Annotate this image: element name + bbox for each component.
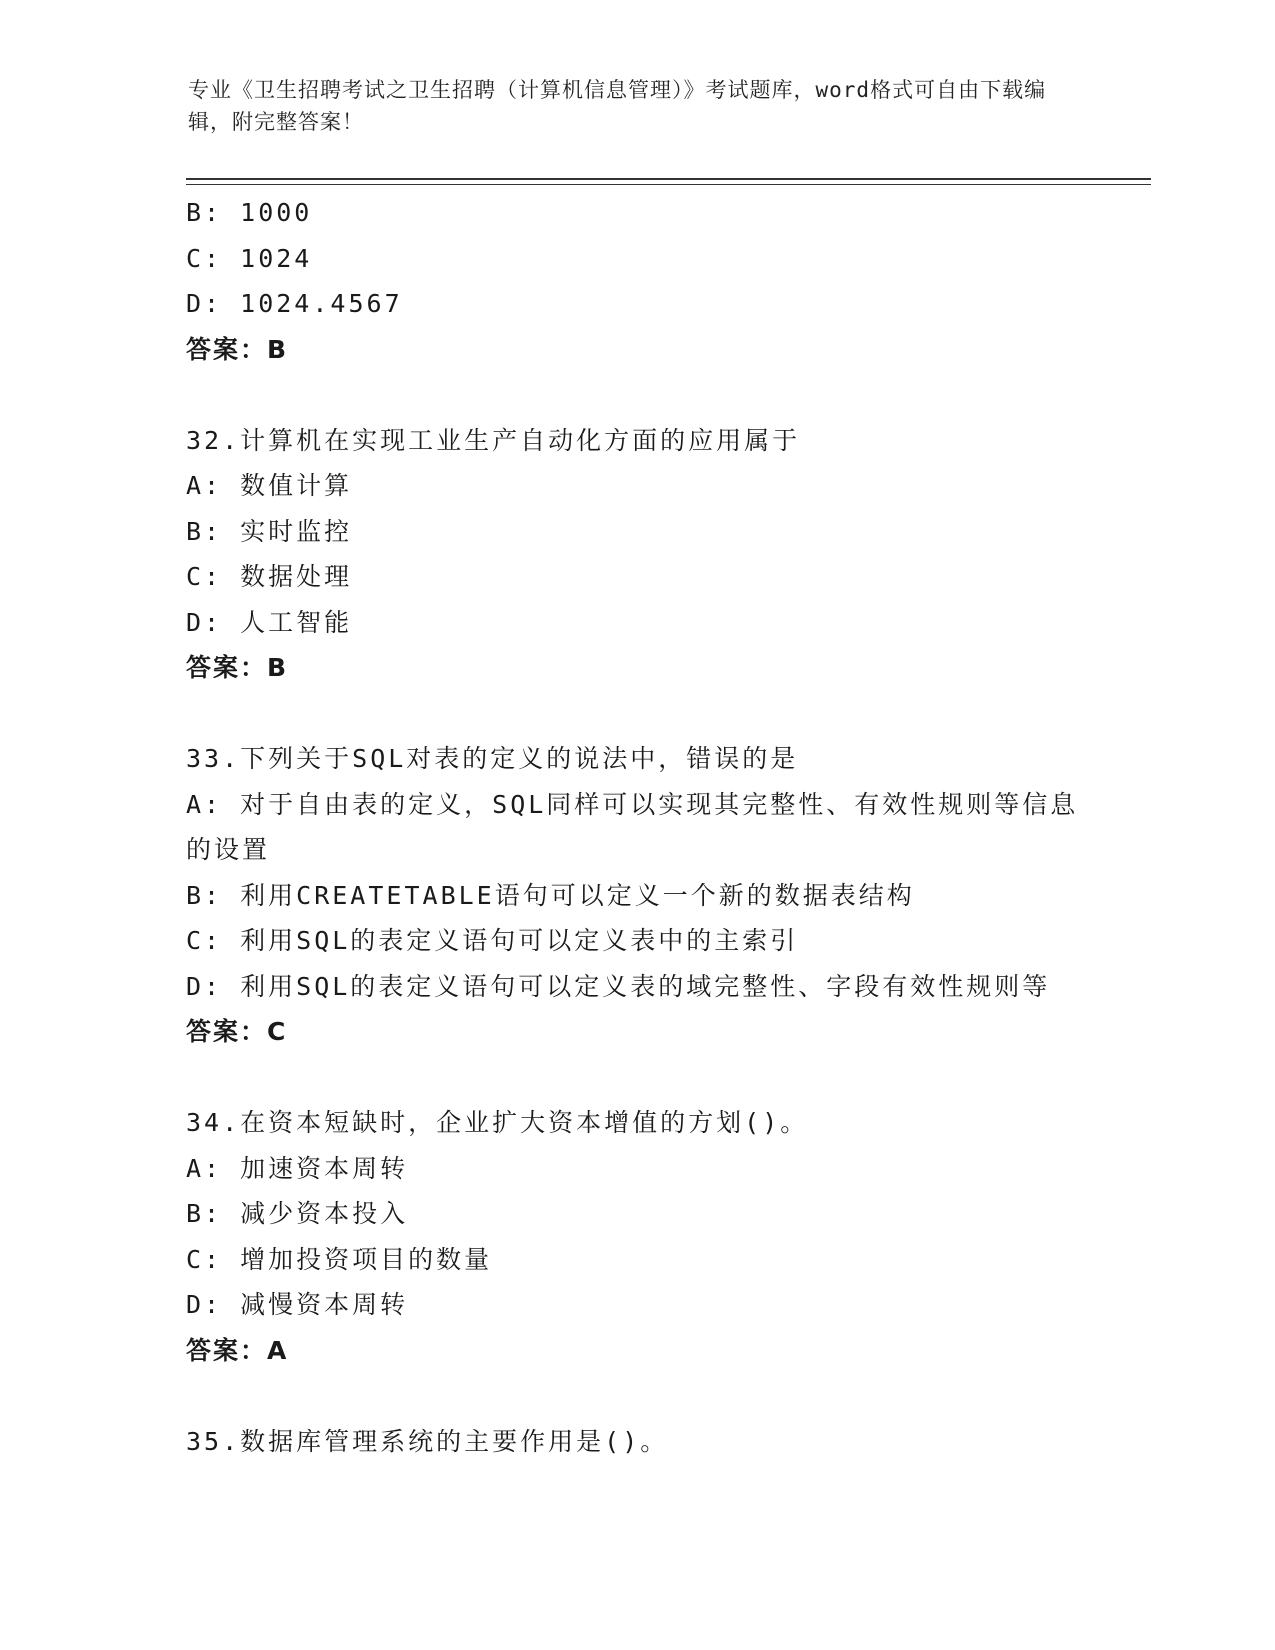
spacer: [186, 1373, 1086, 1419]
option-d: D: 利用SQL的表定义语句可以定义表的域完整性、字段有效性规则等: [186, 971, 1051, 1001]
question-text: 33.下列关于SQL对表的定义的说法中，错误的是: [186, 744, 799, 773]
option-c: C: 数据处理: [186, 562, 353, 591]
option-c: C: 增加投资项目的数量: [186, 1244, 493, 1274]
option-d: D: 人工智能: [186, 607, 353, 637]
answer-label: 答案：B: [186, 653, 289, 682]
option-b: B: 利用CREATETABLE语句可以定义一个新的数据表结构: [186, 880, 915, 910]
question-32: [186, 418, 1086, 691]
answer-label: 答案：A: [186, 1335, 289, 1365]
question-text: 34.在资本短缺时，企业扩大资本增值的方划()。: [186, 1108, 809, 1137]
spacer: [186, 1055, 1086, 1101]
question-31-tail: [186, 190, 1086, 372]
option-d: D: 减慢资本周转: [186, 1290, 409, 1319]
document-header: 专业《卫生招聘考试之卫生招聘（计算机信息管理）》考试题库，word格式可自由下载编辑，附完整答案！: [188, 78, 1047, 134]
question-text: 35.数据库管理系统的主要作用是()。: [186, 1426, 669, 1456]
answer-label: 答案：B: [186, 334, 289, 364]
option-a: A: 加速资本周转: [186, 1153, 409, 1183]
option-a: A: 对于自由表的定义，SQL同样可以实现其完整性、有效性规则等信息的设置: [186, 789, 1079, 864]
question-34: [186, 1100, 1086, 1373]
spacer: [186, 691, 1086, 737]
question-text: 32.计算机在实现工业生产自动化方面的应用属于: [186, 425, 801, 455]
header-rule-thin: [186, 184, 1151, 185]
option-d: D: 1024.4567: [186, 289, 403, 318]
header-rule-thick: [186, 178, 1151, 180]
question-list: [186, 190, 1086, 1464]
spacer: [186, 372, 1086, 418]
option-c: C: 1024: [186, 243, 313, 273]
question-33: [186, 736, 1086, 1055]
option-b: B: 1000: [186, 198, 313, 227]
question-35: [186, 1419, 1086, 1465]
answer-label: 答案：C: [186, 1017, 288, 1046]
option-b: B: 实时监控: [186, 516, 353, 546]
option-c: C: 利用SQL的表定义语句可以定义表中的主索引: [186, 926, 799, 955]
option-b: B: 减少资本投入: [186, 1199, 409, 1228]
option-a: A: 数值计算: [186, 471, 353, 500]
